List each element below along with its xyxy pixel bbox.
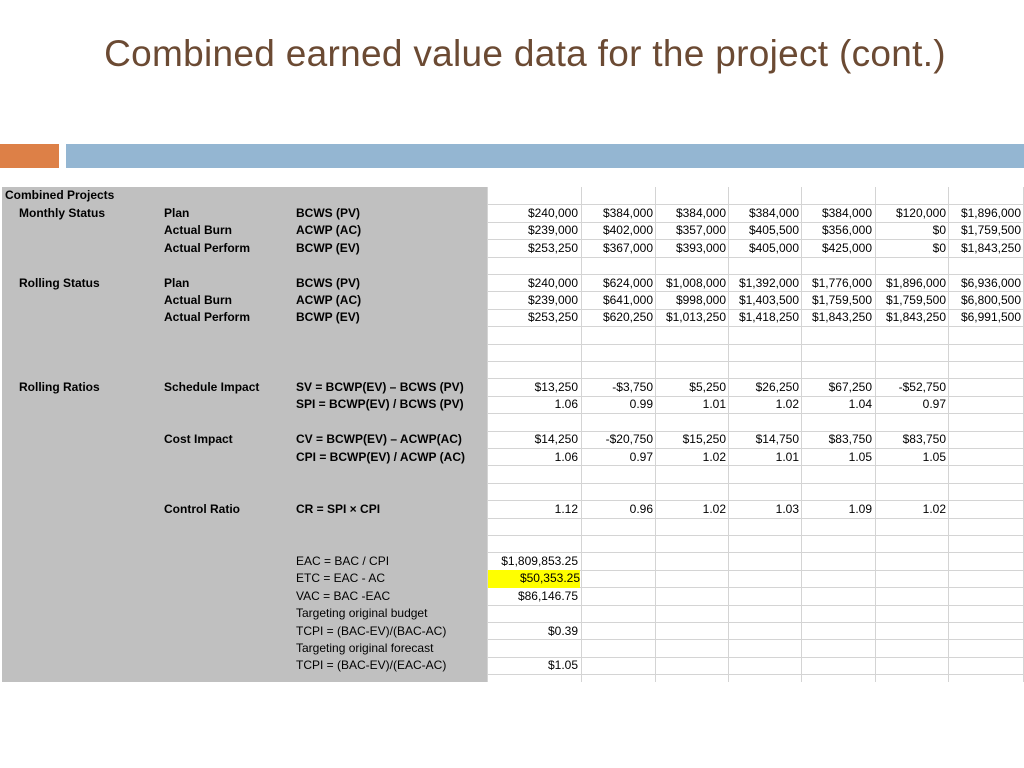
value-cell: $356,000 <box>821 223 872 238</box>
formula-value: $1.05 <box>547 658 578 673</box>
formula-label: TCPI = (BAC-EV)/(BAC-AC) <box>296 623 447 638</box>
value-cell: $1,896,000 <box>960 205 1021 220</box>
value-cell: $1,776,000 <box>811 275 872 290</box>
value-cell: 1.01 <box>702 397 726 412</box>
value-cell: $6,991,500 <box>960 310 1021 325</box>
value-cell: $253,250 <box>527 240 578 255</box>
value-cell: 1.04 <box>848 397 872 412</box>
metric-label: BCWP (EV) <box>296 240 360 255</box>
value-cell: $26,250 <box>755 379 799 394</box>
metric-label: BCWS (PV) <box>296 205 360 220</box>
value-cell: $384,000 <box>748 205 799 220</box>
formula-value: $0.39 <box>547 623 578 638</box>
value-cell: $1,759,500 <box>960 223 1021 238</box>
value-cell: $405,000 <box>748 240 799 255</box>
value-cell: 1.06 <box>554 397 578 412</box>
value-cell: 1.02 <box>702 501 726 516</box>
value-cell: $393,000 <box>675 240 726 255</box>
metric-label: ACWP (AC) <box>296 223 362 238</box>
metric-label: BCWP (EV) <box>296 310 360 325</box>
formula-label: VAC = BAC -EAC <box>296 588 391 603</box>
value-cell: $384,000 <box>675 205 726 220</box>
formula-label: EAC = BAC / CPI <box>296 553 390 568</box>
value-cell: $1,843,250 <box>811 310 872 325</box>
formula-label: TCPI = (BAC-EV)/(EAC-AC) <box>296 658 447 673</box>
value-cell: $1,896,000 <box>885 275 946 290</box>
value-cell: $240,000 <box>527 205 578 220</box>
value-cell: $1,403,500 <box>738 292 799 307</box>
value-cell: 1.02 <box>922 501 946 516</box>
value-cell: $425,000 <box>821 240 872 255</box>
metric-label: SPI = BCWP(EV) / BCWS (PV) <box>296 397 464 412</box>
value-cell: 1.01 <box>775 449 799 464</box>
value-cell: 1.12 <box>554 501 578 516</box>
value-cell: 1.05 <box>848 449 872 464</box>
value-cell: $405,500 <box>748 223 799 238</box>
value-cell: $1,759,500 <box>885 292 946 307</box>
value-cell: $240,000 <box>527 275 578 290</box>
value-cell: $367,000 <box>602 240 653 255</box>
value-cell: 1.06 <box>554 449 578 464</box>
row-label: Plan <box>164 205 190 220</box>
value-cell: $83,750 <box>902 432 946 447</box>
row-label: Schedule Impact <box>164 379 260 394</box>
formula-label: Targeting original budget <box>296 606 428 621</box>
value-cell: $15,250 <box>682 432 726 447</box>
earned-value-spreadsheet <box>2 187 1024 682</box>
value-cell: 0.97 <box>629 449 653 464</box>
value-cell: $620,250 <box>602 310 653 325</box>
value-cell: $0 <box>932 223 946 238</box>
value-cell: 1.02 <box>702 449 726 464</box>
value-cell: $14,250 <box>534 432 578 447</box>
value-cell: $1,759,500 <box>811 292 872 307</box>
value-cell: $120,000 <box>895 205 946 220</box>
slide-title: Combined earned value data for the project (cont.) <box>104 33 946 74</box>
value-cell: 1.02 <box>775 397 799 412</box>
value-cell: $384,000 <box>602 205 653 220</box>
formula-value-highlighted: $50,353.25 <box>488 570 580 587</box>
value-cell: $253,250 <box>527 310 578 325</box>
metric-label: CV = BCWP(EV) – ACWP(AC) <box>296 432 462 447</box>
row-label: Actual Burn <box>164 292 233 307</box>
value-cell: $1,392,000 <box>738 275 799 290</box>
metric-label: SV = BCWP(EV) – BCWS (PV) <box>296 379 464 394</box>
value-cell: $402,000 <box>602 223 653 238</box>
value-cell: $1,843,250 <box>885 310 946 325</box>
section-label: Rolling Status <box>19 275 100 290</box>
row-label: Actual Perform <box>164 240 251 255</box>
value-cell: $239,000 <box>527 223 578 238</box>
value-cell: 1.09 <box>848 501 872 516</box>
grid-row-line <box>487 344 1024 345</box>
value-cell: $357,000 <box>675 223 726 238</box>
value-cell: $0 <box>932 240 946 255</box>
value-cell: $13,250 <box>534 379 578 394</box>
value-cell: 0.97 <box>922 397 946 412</box>
grid-row-line <box>487 361 1024 362</box>
metric-label: BCWS (PV) <box>296 275 360 290</box>
row-label: Cost Impact <box>164 432 233 447</box>
value-cell: $239,000 <box>527 292 578 307</box>
formula-label: Targeting original forecast <box>296 640 434 655</box>
metric-label: ACWP (AC) <box>296 292 362 307</box>
value-cell: $1,008,000 <box>665 275 726 290</box>
row-label: Actual Perform <box>164 310 251 325</box>
formula-value: $86,146.75 <box>517 588 578 603</box>
value-cell: $6,800,500 <box>960 292 1021 307</box>
value-cell: $1,418,250 <box>738 310 799 325</box>
value-cell: $384,000 <box>821 205 872 220</box>
sheet-header: Combined Projects <box>5 188 115 202</box>
value-cell: 0.96 <box>629 501 653 516</box>
value-cell: -$20,750 <box>605 432 653 447</box>
formula-label: ETC = EAC - AC <box>296 571 386 586</box>
grid-column-line <box>948 187 949 682</box>
grid-row-line <box>487 535 1024 536</box>
value-cell: $5,250 <box>689 379 726 394</box>
row-label: Plan <box>164 275 190 290</box>
value-cell: -$52,750 <box>898 379 946 394</box>
grid-row-line <box>487 483 1024 484</box>
value-cell: $998,000 <box>675 292 726 307</box>
row-label: Actual Burn <box>164 223 233 238</box>
value-cell: $624,000 <box>602 275 653 290</box>
metric-label: CPI = BCWP(EV) / ACWP (AC) <box>296 449 466 464</box>
value-cell: -$3,750 <box>612 379 653 394</box>
value-cell: $6,936,000 <box>960 275 1021 290</box>
section-label: Rolling Ratios <box>19 379 100 394</box>
value-cell: $641,000 <box>602 292 653 307</box>
value-cell: 1.05 <box>922 449 946 464</box>
accent-bar-blue <box>66 144 1024 168</box>
metric-label: CR = SPI × CPI <box>296 501 381 516</box>
row-label: Control Ratio <box>164 501 240 516</box>
section-label: Monthly Status <box>19 205 105 220</box>
accent-bar-orange <box>0 144 59 168</box>
value-cell: 0.99 <box>629 397 653 412</box>
value-cell: $67,250 <box>828 379 872 394</box>
value-cell: $1,843,250 <box>960 240 1021 255</box>
value-cell: $14,750 <box>755 432 799 447</box>
formula-value: $1,809,853.25 <box>501 553 578 568</box>
value-cell: 1.03 <box>775 501 799 516</box>
value-cell: $1,013,250 <box>665 310 726 325</box>
value-cell: $83,750 <box>828 432 872 447</box>
